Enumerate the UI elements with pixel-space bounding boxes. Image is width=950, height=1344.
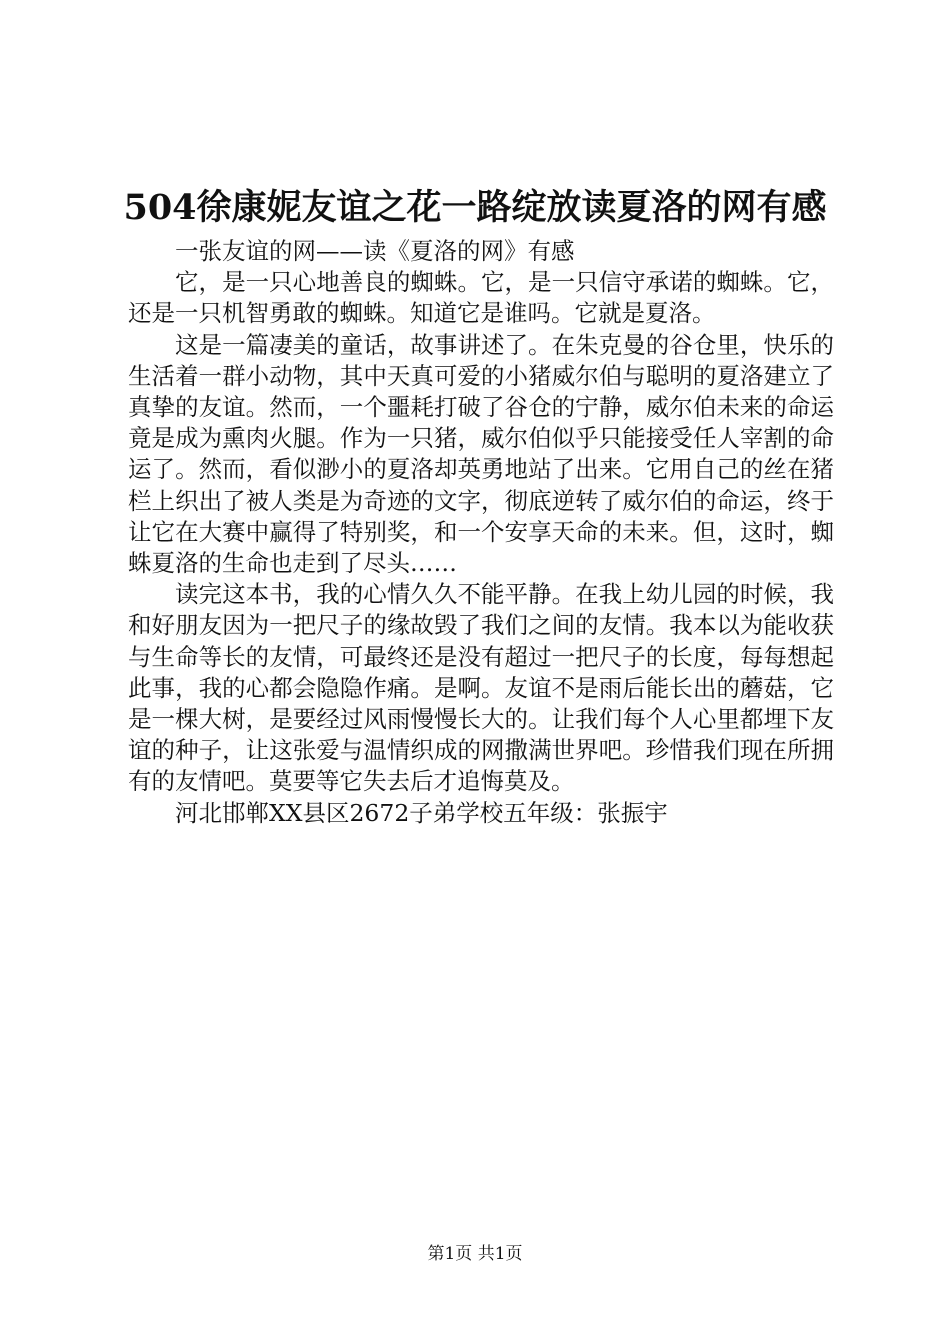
body-paragraph-reflection: 读完这本书，我的心情久久不能平静。在我上幼儿园的时候，我和好朋友因为一把尺子的缘故毁了我们之间的友情。我本以为能收获与生命等长的友情，可最终还是没有超过一把尺子的长度，每每想起此事，我的心都会隐隐作痛。是啊。友谊不是雨后能长出的蘑菇，它是一棵大树，是要经过风雨慢慢长大的。让我们每个人心里都埋下友谊的种子，让这张爱与温情织成的网撒满世界吧。珍惜我们现在所拥有的友情吧。莫要等它失去后才追悔莫及。 [128,580,834,796]
author-signature: 河北邯郸XX县区2672子弟学校五年级：张振宇 [175,798,668,827]
body-paragraph-story: 这是一篇凄美的童话，故事讲述了。在朱克曼的谷仓里，快乐的生活着一群小动物，其中天真可爱的小猪威尔伯与聪明的夏洛建立了真挚的友谊。然而，一个噩耗打破了谷仓的宁静，威尔伯未来的命运竟是成为熏肉火腿。作为一只猪，威尔伯似乎只能接受任人宰割的命运了。然而，看似渺小的夏洛却英勇地站了出来。它用自己的丝在猪栏上织出了被人类是为奇迹的文字，彻底逆转了威尔伯的命运，终于让它在大赛中赢得了特别奖，和一个安享天命的未来。但，这时，蜘蛛夏洛的生命也走到了尽头…… [128,330,834,578]
subtitle-paragraph: 一张友谊的网——读《夏洛的网》有感 [175,237,575,265]
body-paragraph-intro: 它，是一只心地善良的蜘蛛。它，是一只信守承诺的蜘蛛。它，还是一只机智勇敢的蜘蛛。知道它是谁吗。它就是夏洛。 [128,268,834,328]
document-title: 504徐康妮友谊之花一路绽放读夏洛的网有感 [123,187,827,228]
document-body [128,236,834,829]
page-footer: 第1页 共1页 [427,1244,523,1264]
